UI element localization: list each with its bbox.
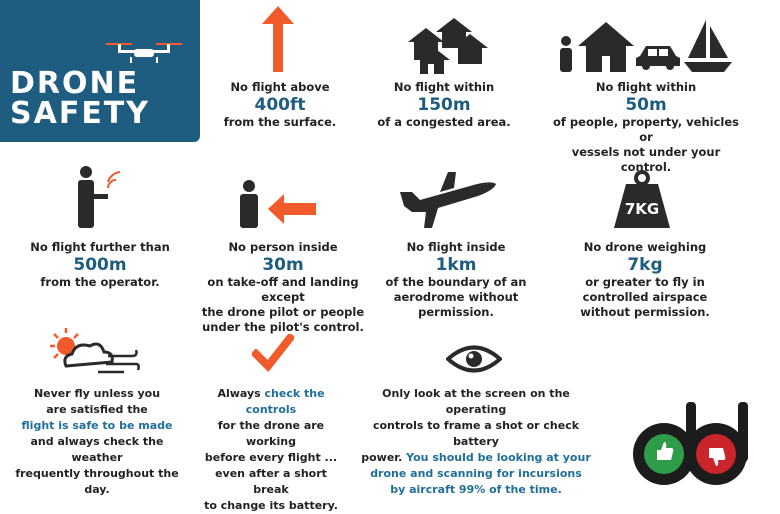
rule-text: power.	[361, 451, 407, 464]
up-arrow-icon	[262, 6, 294, 72]
rule-text: Always	[217, 387, 265, 400]
person-icon	[238, 180, 260, 228]
person-with-controller-icon	[74, 166, 122, 228]
rule-max-altitude	[200, 80, 360, 130]
rule-text: No flight within	[595, 80, 697, 94]
rule-text: under the pilot's control.	[202, 320, 364, 334]
rule-operator-distance	[10, 240, 190, 290]
rule-people-property	[548, 80, 744, 175]
rule-text: frequently throughout the day.	[15, 467, 179, 496]
rule-highlight: drone and scanning for incursions	[370, 467, 582, 480]
rule-text: controls to frame a shot or check battery	[372, 419, 580, 448]
rule-text: to change its battery.	[204, 499, 338, 512]
person-icon	[558, 36, 574, 72]
dd-logo	[630, 398, 754, 490]
rule-text: before every flight ...	[204, 451, 338, 464]
sailboat-icon	[684, 20, 732, 72]
rule-text: No flight inside	[406, 240, 506, 254]
rule-text: No flight further than	[30, 240, 170, 254]
rule-text: from the operator.	[40, 275, 160, 289]
rule-text: of people, property, vehicles or	[553, 115, 739, 144]
weight-label: 7KG	[624, 200, 660, 218]
rule-text: without permission.	[580, 305, 710, 319]
rule-look-at-screen	[360, 386, 592, 498]
rule-text: No person inside	[228, 240, 338, 254]
weight-icon	[612, 170, 672, 230]
rule-text: even after a short break	[215, 467, 327, 496]
rule-text: or greater to fly in	[585, 275, 705, 289]
rule-text: the drone pilot or people	[201, 305, 365, 319]
sun-cloud-wind-icon	[48, 326, 140, 376]
rule-person-distance	[192, 240, 374, 335]
airplane-icon	[398, 168, 498, 230]
rule-aerodrome	[368, 240, 544, 320]
rule-text: No drone weighing	[583, 240, 707, 254]
arrow-left-icon	[268, 194, 316, 224]
rule-highlight: by aircraft 99% of the time.	[390, 483, 562, 496]
rule-text: No flight within	[393, 80, 495, 94]
rule-text: from the surface.	[223, 115, 337, 129]
banner-title-line1: DRONE	[10, 66, 140, 101]
rule-text: are satisfied the	[46, 403, 148, 416]
rule-value: 150m	[417, 95, 471, 115]
rule-text: aerodrome without permission.	[393, 290, 519, 319]
eye-icon	[446, 344, 502, 374]
banner-title-line2: SAFETY	[10, 96, 150, 131]
rule-highlight: You should be looking at your	[406, 451, 591, 464]
rule-text: controlled airspace	[582, 290, 708, 304]
rule-text: and always check the weather	[30, 435, 164, 464]
rule-value: 500m	[73, 255, 127, 275]
rule-text: on take-off and landing except	[207, 275, 359, 304]
rule-highlight: check the controls	[245, 387, 325, 416]
rule-text: vessels not under your control.	[571, 145, 721, 174]
rule-value: 400ft	[254, 95, 306, 115]
rule-text: for the drone are working	[217, 419, 325, 448]
rule-value: 1km	[435, 255, 477, 275]
car-icon	[636, 42, 680, 70]
houses-icon	[408, 18, 488, 74]
rule-weather	[4, 386, 190, 498]
drone-icon	[104, 40, 184, 64]
rule-drone-weight	[560, 240, 730, 320]
rule-highlight: flight is safe to be made	[21, 419, 173, 432]
drone-safety-banner	[0, 0, 200, 142]
rule-check-controls	[196, 386, 346, 514]
rule-text: of the boundary of an	[385, 275, 527, 289]
rule-congested-area	[364, 80, 524, 130]
rule-text: Only look at the screen on the operating	[382, 387, 570, 416]
rule-text: of a congested area.	[377, 115, 511, 129]
house-icon	[578, 22, 634, 72]
rule-value: 7kg	[627, 255, 663, 275]
rule-value: 50m	[625, 95, 667, 115]
rule-value: 30m	[262, 255, 304, 275]
rule-text: No flight above	[230, 80, 330, 94]
rule-text: Never fly unless you	[33, 387, 161, 400]
checkmark-icon	[252, 334, 294, 372]
